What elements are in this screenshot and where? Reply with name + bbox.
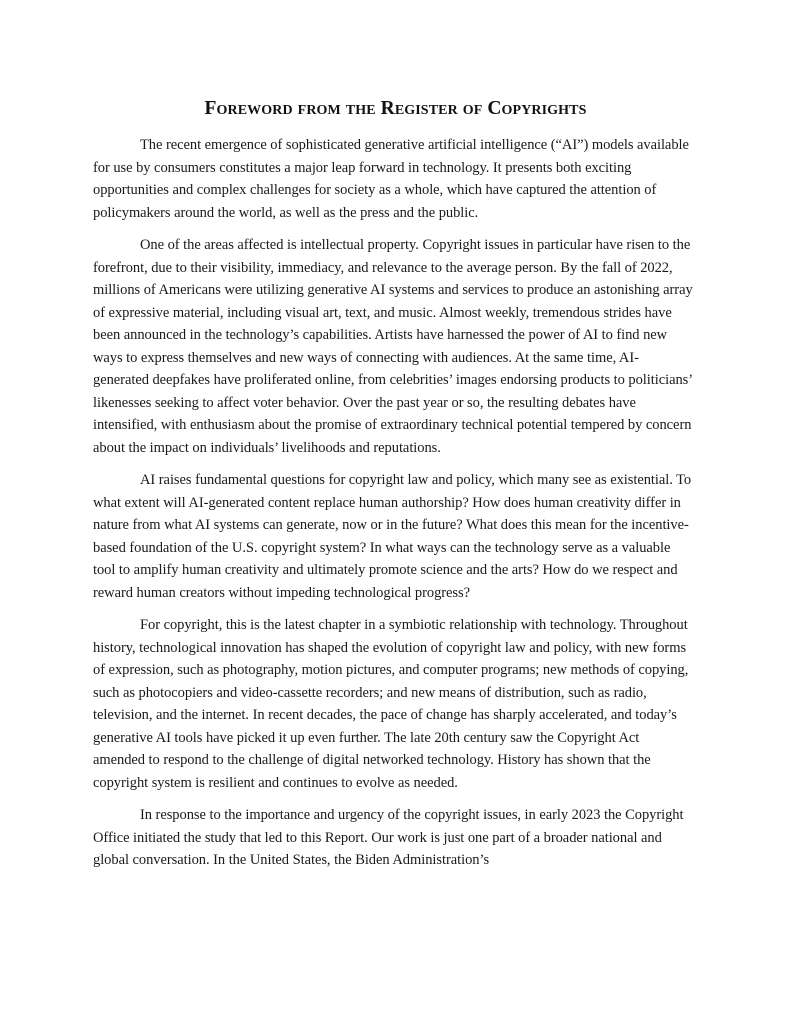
paragraph-1: The recent emergence of sophisticated generative artificial intelligence (“AI”) models available for use by consumers constitutes a major leap forward in technology. It presents both exciting opportunities and complex challenges for society as a whole, which have captured the attention of policymakers around the world, as well as the press and the public.: [93, 137, 689, 221]
paragraph-5: In response to the importance and urgency of the copyright issues, in early 2023 the Copyright Office initiated the study that led to this Report. Our work is just one part of a broader national and global conversation. In the United States, the Biden Administration’s: [93, 807, 684, 868]
paragraph-4: For copyright, this is the latest chapter in a symbiotic relationship with technology. Throughout history, technological innovation has shaped the evolution of copyright law and policy, with new forms of expression, such as photography, motion pictures, and computer programs; new methods of copying, such as photocopiers and video-cassette recorders; and new means of distribution, such as radio, television, and the internet. In recent decades, the pace of change has sharply accelerated, and today’s generative AI tools have picked it up even further. The late 20th century saw the Copyright Act amended to respond to the challenge of digital networked technology. History has shown that the copyright system is resilient and continues to evolve as needed.: [93, 617, 689, 791]
paragraph-3: AI raises fundamental questions for copyright law and policy, which many see as existential. To what extent will AI-generated content replace human authorship? How does human creativity differ in nature from what AI systems can generate, now or in the future? What does this mean for the incentive-based foundation of the U.S. copyright system? In what ways can the technology serve as a valuable tool to amplify human creativity and ultimately promote science and the arts? How do we respect and reward human creators without impeding technological progress?: [93, 472, 692, 601]
document-body: [93, 134, 693, 882]
paragraph-2: One of the areas affected is intellectual property. Copyright issues in particular have risen to the forefront, due to their visibility, immediacy, and relevance to the average person. By the fall of 2022, millions of Americans were utilizing generative AI systems and services to produce an astonishing array of expressive material, including visual art, text, and music. Almost weekly, tremendous strides have been announced in the technology’s capabilities. Artists have harnessed the power of AI to find new ways to express themselves and new ways of connecting with audiences. At the same time, AI-generated deepfakes have proliferated online, from celebrities’ images endorsing products to politicians’ likenesses seeking to affect voter behavior. Over the past year or so, the resulting debates have intensified, with enthusiasm about the promise of extraordinary technical potential tempered by concern about the impact on individuals’ livelihoods and reputations.: [93, 237, 693, 456]
page-title: Foreword from the Register of Copyrights: [204, 98, 587, 119]
